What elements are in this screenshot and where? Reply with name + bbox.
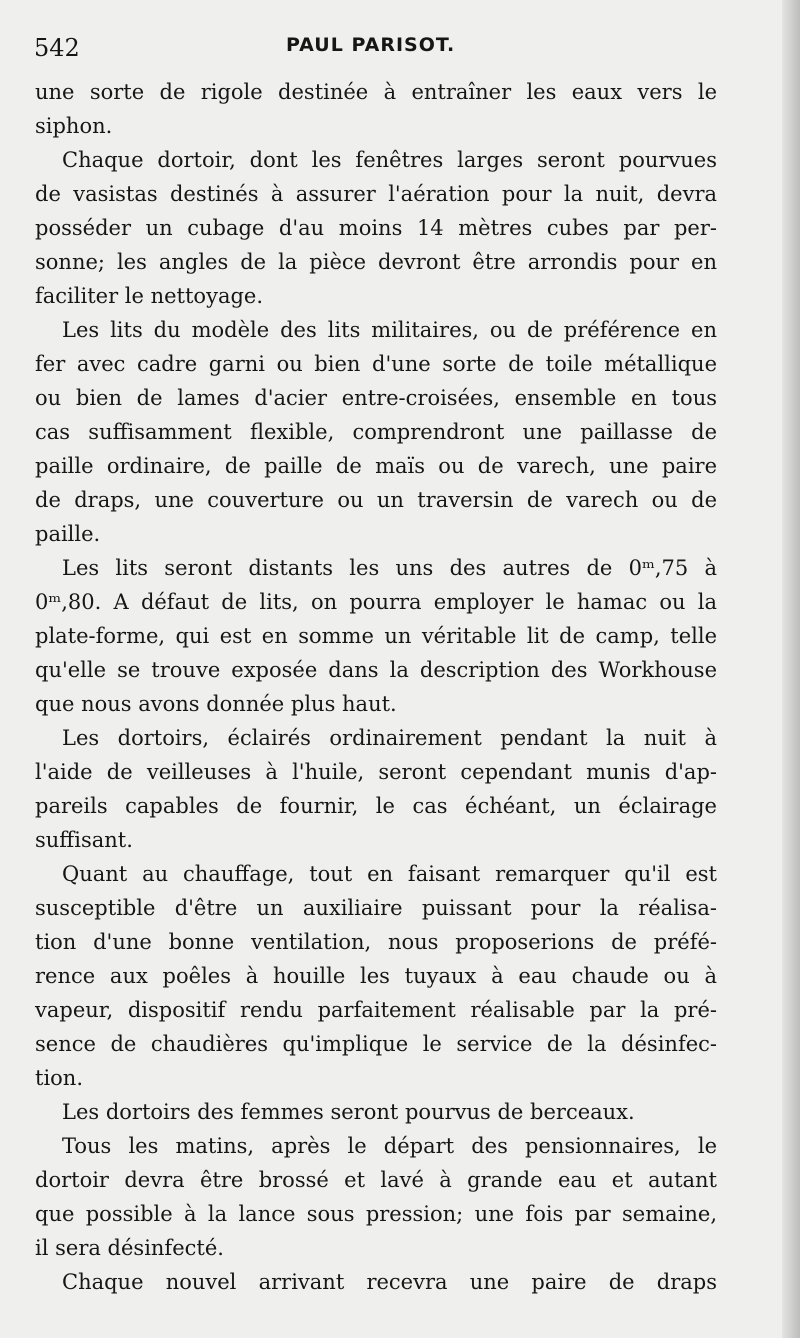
text-line: tion d'une bonne ventilation, nous proposerions de préfé- xyxy=(35,930,717,954)
text-line: que possible à la lance sous pression; une fois par semaine, xyxy=(35,1202,717,1226)
text-line: dortoir devra être brossé et lavé à grande eau et autant xyxy=(35,1168,717,1192)
text-line: paille ordinaire, de paille de maïs ou de varech, une paire xyxy=(35,454,717,478)
text-line: Tous les matins, après le départ des pensionnaires, le xyxy=(62,1134,717,1158)
text-line: paille. xyxy=(35,522,101,546)
text-line: Les dortoirs, éclairés ordinairement pendant la nuit à xyxy=(62,726,717,750)
text-line: l'aide de veilleuses à l'huile, seront cependant munis d'ap- xyxy=(35,760,717,784)
text-line: Les dortoirs des femmes seront pourvus de berceaux. xyxy=(62,1100,635,1124)
text-line: Les lits du modèle des lits militaires, ou de préférence en xyxy=(62,318,717,342)
text-line: Quant au chauffage, tout en faisant remarquer qu'il est xyxy=(62,862,717,886)
text-line: fer avec cadre garni ou bien d'une sorte de toile métallique xyxy=(35,352,717,376)
text-line: Chaque dortoir, dont les fenêtres larges seront pourvues xyxy=(62,148,717,172)
page-number: 542 xyxy=(34,34,80,62)
text-line: sence de chaudières qu'implique le service de la désinfec- xyxy=(35,1032,717,1056)
text-line: Chaque nouvel arrivant recevra une paire de draps xyxy=(62,1270,717,1294)
text-line: 0ᵐ,80. A défaut de lits, on pourra employer le hamac ou la xyxy=(35,590,717,614)
text-line: siphon. xyxy=(35,114,113,138)
page-edge xyxy=(782,0,800,1338)
page-header xyxy=(34,34,724,64)
body-text xyxy=(35,75,717,1299)
text-line: qu'elle se trouve exposée dans la description des Workhouse xyxy=(35,658,717,682)
text-line: sonne; les angles de la pièce devront être arrondis pour en xyxy=(35,250,717,274)
text-line: vapeur, dispositif rendu parfaitement réalisable par la pré- xyxy=(35,998,717,1022)
text-line: de draps, une couverture ou un traversin de varech ou de xyxy=(35,488,717,512)
text-line: que nous avons donnée plus haut. xyxy=(35,692,397,716)
text-line: faciliter le nettoyage. xyxy=(35,284,264,308)
text-line: cas suffisamment flexible, comprendront une paillasse de xyxy=(35,420,717,444)
text-line: tion. xyxy=(35,1066,83,1090)
text-line: il sera désinfecté. xyxy=(35,1236,224,1260)
text-line: Les lits seront distants les uns des autres de 0ᵐ,75 à xyxy=(62,556,717,580)
text-line: rence aux poêles à houille les tuyaux à eau chaude ou à xyxy=(35,964,717,988)
text-line: de vasistas destinés à assurer l'aération pour la nuit, devra xyxy=(35,182,717,206)
text-line: posséder un cubage d'au moins 14 mètres cubes par per- xyxy=(35,216,717,240)
text-line: ou bien de lames d'acier entre-croisées, ensemble en tous xyxy=(35,386,717,410)
text-line: pareils capables de fournir, le cas échéant, un éclairage xyxy=(35,794,717,818)
text-line: suffisant. xyxy=(35,828,133,852)
text-line: une sorte de rigole destinée à entraîner les eaux vers le xyxy=(35,80,717,104)
text-line: susceptible d'être un auxiliaire puissant pour la réalisa- xyxy=(35,896,717,920)
text-line: plate-forme, qui est en somme un véritable lit de camp, telle xyxy=(35,624,717,648)
running-head: PAUL PARISOT. xyxy=(286,34,456,56)
